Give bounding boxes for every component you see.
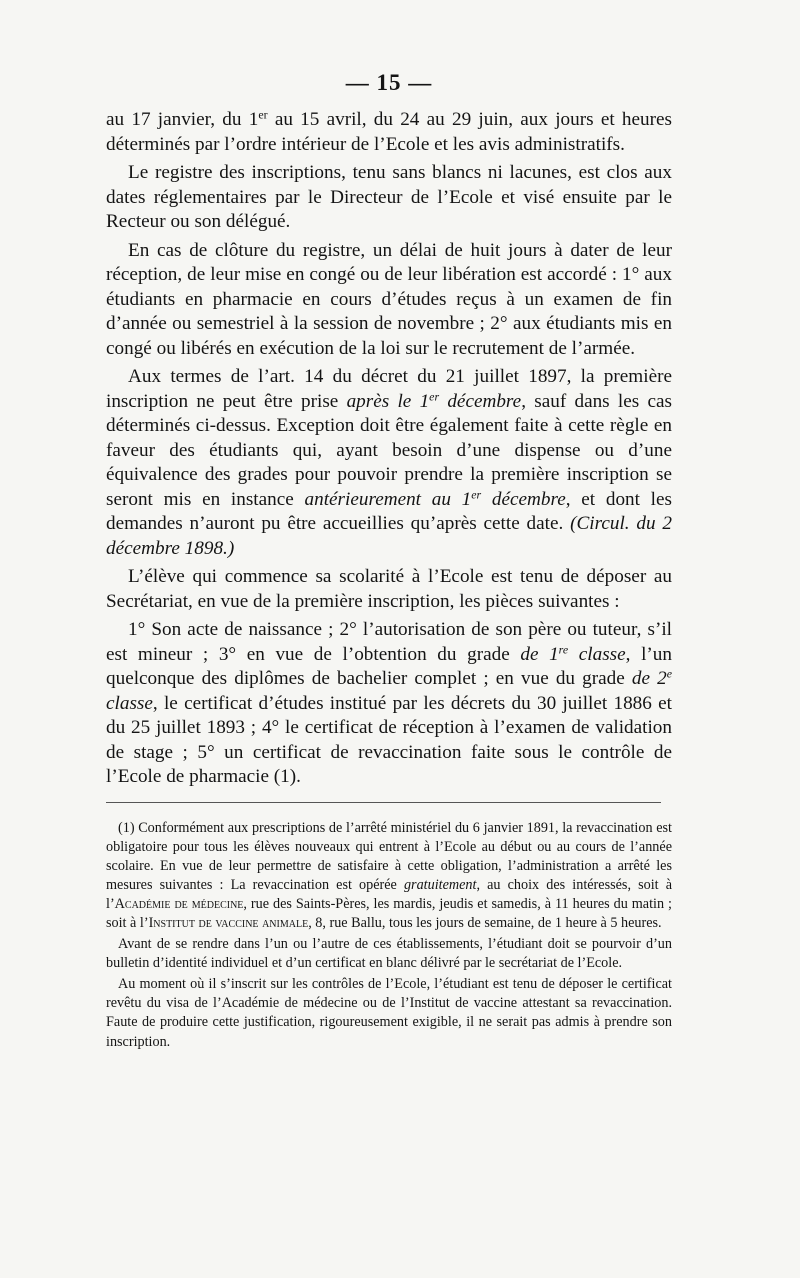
text-run: de 1 (520, 643, 559, 665)
text-run: er (429, 388, 440, 403)
text-run: er (471, 486, 482, 501)
document-page (106, 70, 672, 1054)
footnote-paragraph (106, 975, 672, 1051)
footnote-paragraph (106, 935, 672, 973)
paragraph (106, 161, 672, 235)
paragraph (106, 108, 672, 157)
text-run: au 15 avril, du 24 au 29 juin, aux jours et heures déterminés par l’ordre intérieur de l’Ecole et les avis administratifs. (106, 109, 672, 155)
text-run: au 17 janvier, du 1 (106, 109, 259, 130)
text-run: (Circul. du 2 décembre 1898.) (106, 513, 672, 559)
text-run: er (258, 107, 268, 122)
text-run: , le certificat d’études institué par les décrets du 30 juillet 1886 et du 25 juillet 1893 ; 4° le certificat de réception à l’examen de validation de stage ; 5° un certificat de revaccination faite sous le contrôle de l’Ecole de pharmacie (1). (106, 692, 672, 787)
body-text (106, 108, 672, 790)
text-run: de 2 (631, 668, 667, 689)
text-run: En cas de clôture du registre, un délai de huit jours à dater de leur réception, de leur mise en congé ou de leur libération est accordé : 1° aux étudiants en pharmacie en cours d’études reçus à un examen de fin d’année ou semestriel à la session de novembre ; 2° aux étudiants mis en congé ou libérés en exécution de la loi sur le recrutement de l’armée. (106, 239, 672, 359)
text-run: Le registre des inscriptions, tenu sans blancs ni lacunes, est clos aux dates réglementaires par le Directeur de l’Ecole et visé ensuite par le Recteur ou son délégué. (106, 162, 672, 232)
text-run: , l’un quelconque des diplômes de bachelier complet ; en vue du grade (106, 643, 672, 689)
paragraph (106, 565, 672, 614)
text-run: Aux termes de l’art. 14 du décret du 21 juillet 1897, la première inscription ne peut être prise (106, 366, 672, 412)
text-run: gratuitement (403, 876, 477, 893)
paragraph (106, 365, 672, 561)
text-run: classe (106, 692, 153, 714)
text-run: après le 1 (346, 390, 430, 412)
text-run: (1) Conformément aux prescriptions de l’arrêté ministériel du 6 janvier 1891, la revaccination est obligatoire pour tous les élèves nouveaux qui entrent à l’Ecole au début ou au cours de l’année scolaire. En vue de leur permettre de satisfaire à cette obligation, l’administration a arrêté les mesures suivantes : La revaccination est opérée (106, 819, 672, 893)
text-run: décembre (481, 488, 566, 510)
text-run: classe (568, 643, 626, 665)
footnotes (106, 819, 672, 1052)
text-run: Institut de vaccine animale (148, 914, 309, 931)
paragraph (106, 239, 672, 362)
text-run: L’élève qui commence sa scolarité à l’Ecole est tenu de déposer au Secrétariat, en vue de la première inscription, les pièces suivantes : (106, 566, 672, 612)
text-run: décembre (439, 390, 522, 412)
text-run: 1° Son acte de naissance ; 2° l’autorisation de son père ou tuteur, s’il est mineur ; 3° en vue de l’obtention du grade (106, 619, 672, 665)
text-run: , 8, rue Ballu, tous les jours de semaine, de 1 heure à 5 heures. (308, 914, 662, 931)
footnote-paragraph (106, 819, 672, 934)
footnote-separator (106, 802, 661, 803)
text-run: antérieurement au 1 (304, 488, 472, 510)
text-run: Avant de se rendre dans l’un ou l’autre de ces établissements, l’étudiant doit se pourvoir d’un bulletin d’identité individuel et d’un certificat en blanc délivré par le secrétariat de l’Ecole. (106, 936, 672, 972)
page-number: — 15 — (345, 70, 433, 95)
text-run: , rue des Saints-Pères, les mardis, jeudis et samedis, à 11 heures du matin ; soit à l’ (106, 895, 672, 931)
text-run: , sauf dans les cas déterminés ci-dessus. Exception doit être également faite à cette règle en faveur des étudiants qui, ayant besoin d’une dispense ou d’une équivalence des grades pour pouvoir prendre la première inscription se seront mis en instance (106, 390, 672, 510)
text-run: re (558, 641, 569, 656)
text-run: Académie de médecine (114, 895, 244, 912)
text-run: Au moment où il s’inscrit sur les contrôles de l’Ecole, l’étudiant est tenu de déposer le certificat revêtu du visa de l’Académie de médecine ou de l’Institut de vaccine attestant sa revaccination. Faute de produire cette justification, rigoureusement exigible, il ne serait pas admis à prendre son inscription. (106, 976, 672, 1050)
text-run: e (666, 666, 672, 681)
paragraph (106, 618, 672, 790)
text-run: , au choix des intéressés, soit à l’ (106, 876, 673, 912)
text-run: , et dont les demandes n’auront pu être accueillies qu’après cette date. (106, 488, 672, 534)
